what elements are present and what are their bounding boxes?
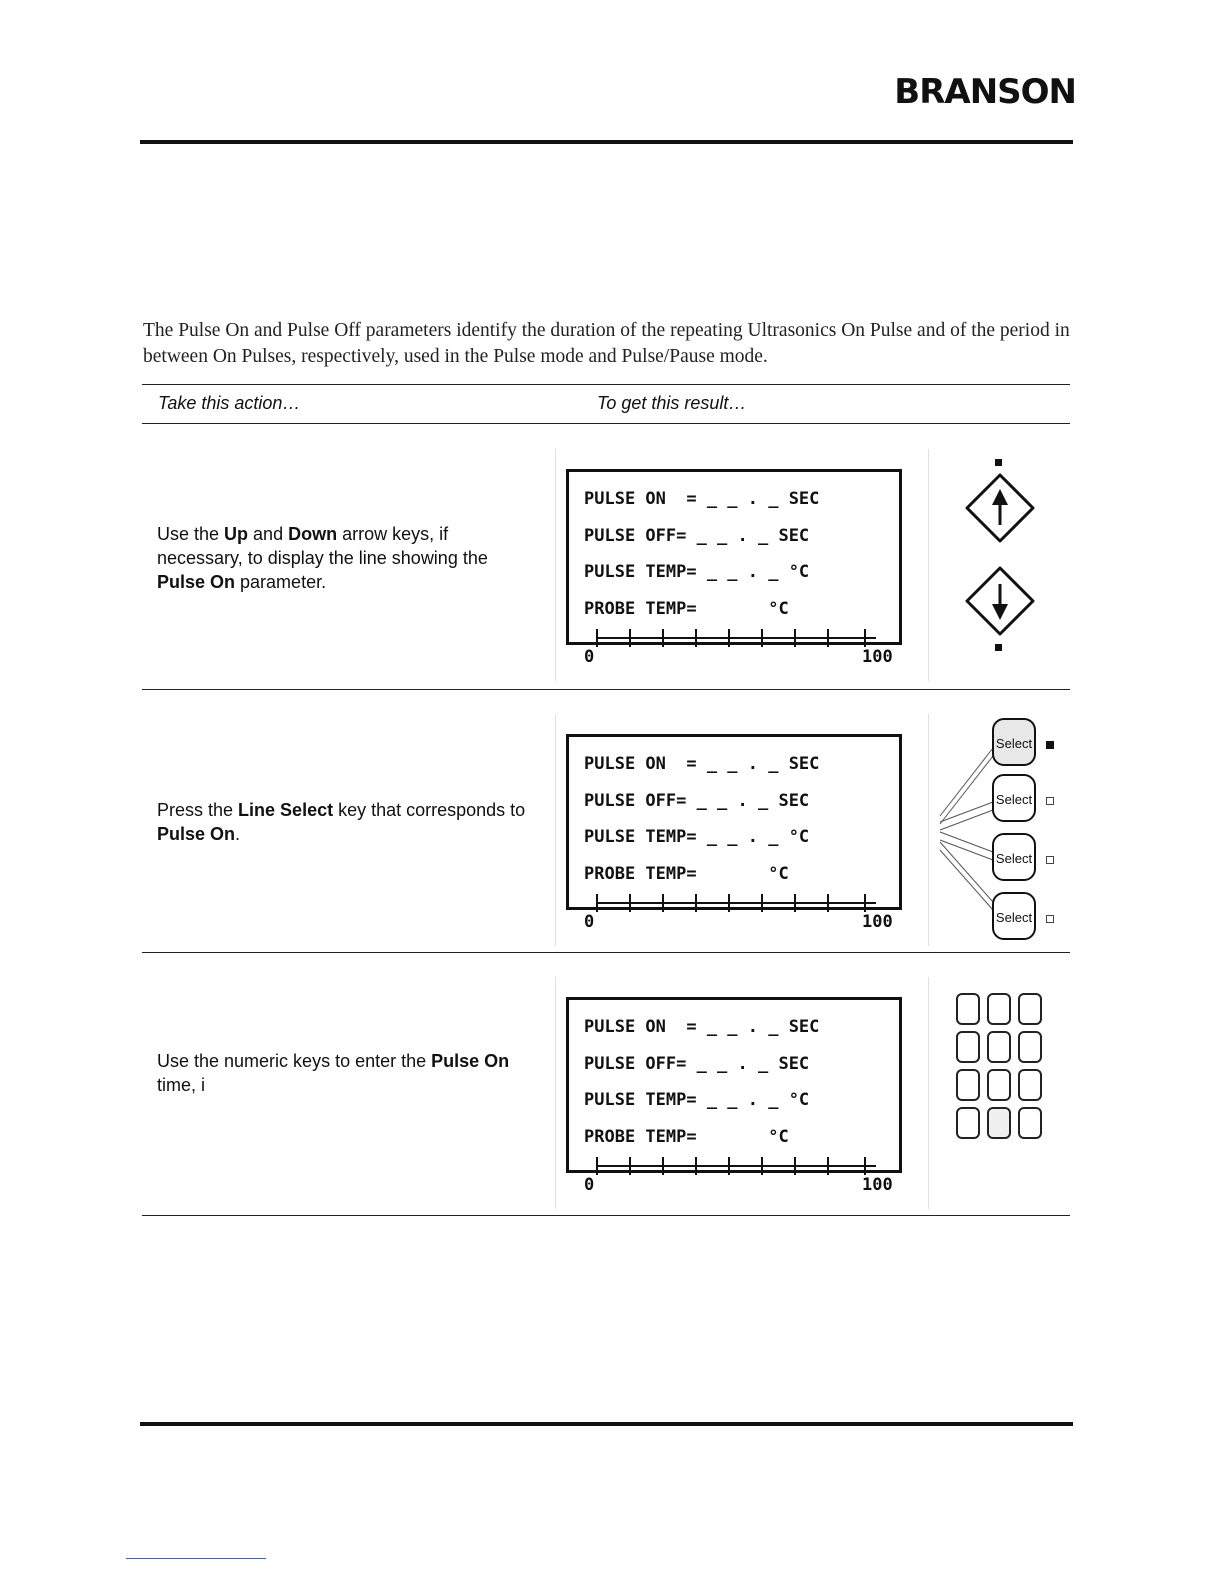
lcd-line-probe-temp: PROBE TEMP= °C [584, 864, 789, 884]
numeric-key[interactable] [1018, 993, 1042, 1025]
line-select-key-2[interactable]: Select [992, 774, 1036, 822]
line-select-key-3[interactable]: Select [992, 833, 1036, 881]
step-3-lcd-cell [555, 977, 929, 1209]
numeric-key[interactable] [1018, 1107, 1042, 1139]
lcd-scale [596, 894, 876, 914]
lcd-line-pulse-off: PULSE OFF= _ _ . _ SEC [584, 791, 810, 811]
step-1-lcd-cell [555, 449, 929, 681]
branson-logo: BRANSON [894, 72, 1076, 112]
lcd-display [566, 997, 902, 1173]
line-select-key-1[interactable]: Select [992, 718, 1036, 766]
numeric-key[interactable] [1018, 1069, 1042, 1101]
line-select-leader-lines [938, 734, 998, 934]
step-2-action: Press the Line Select key that corresponds to Pulse On. [157, 800, 526, 844]
down-arrow-key[interactable] [965, 566, 1035, 636]
lcd-line-pulse-on: PULSE ON = _ _ . _ SEC [584, 1017, 820, 1037]
numeric-key[interactable] [956, 993, 980, 1025]
lcd-line-probe-temp: PROBE TEMP= °C [584, 1127, 789, 1147]
lcd-line-pulse-on: PULSE ON = _ _ . _ SEC [584, 754, 820, 774]
row-2-rule [142, 952, 1070, 953]
lcd-line-pulse-temp: PULSE TEMP= _ _ . _ °C [584, 562, 810, 582]
lcd-line-pulse-temp: PULSE TEMP= _ _ . _ °C [584, 827, 810, 847]
step-1-action: Use the Up and Down arrow keys, if necessary, to display the line showing the Pulse On parameter. [157, 524, 488, 592]
footer-link-underline[interactable] [126, 1558, 266, 1559]
numeric-key[interactable] [987, 1069, 1011, 1101]
header-rule [140, 140, 1073, 144]
lcd-scale [596, 629, 876, 649]
lcd-display [566, 469, 902, 645]
footer-rule [140, 1422, 1073, 1426]
scale-max-label: 100 [862, 912, 893, 932]
intro-paragraph: The Pulse On and Pulse Off parameters identify the duration of the repeating Ultrasonics On Pulse and of the period in between On Pulses, respectively, used in the Pulse mode and Pulse/Pause mode. [143, 320, 1070, 367]
numeric-key[interactable] [956, 1069, 980, 1101]
row-1-rule [142, 689, 1070, 690]
column-header-action: Take this action… [158, 393, 301, 413]
line-select-led-4 [1046, 915, 1054, 923]
numeric-keypad [930, 977, 1070, 1209]
numeric-key[interactable] [956, 1107, 980, 1139]
line-select-led-1 [1046, 741, 1054, 749]
up-arrow-key[interactable] [965, 473, 1035, 543]
table-top-rule [142, 384, 1070, 385]
line-select-led-3 [1046, 856, 1054, 864]
line-select-led-2 [1046, 797, 1054, 805]
down-indicator-icon [995, 644, 1002, 651]
lcd-scale [596, 1157, 876, 1177]
step-3-action: Use the numeric keys to enter the Pulse On time, i [157, 1051, 510, 1095]
up-indicator-icon [995, 459, 1002, 466]
line-select-key-4[interactable]: Select [992, 892, 1036, 940]
numeric-key[interactable] [987, 1031, 1011, 1063]
step-2-key-cell [930, 714, 1070, 946]
lcd-line-pulse-on: PULSE ON = _ _ . _ SEC [584, 489, 820, 509]
scale-min-label: 0 [584, 1175, 595, 1195]
step-2-lcd-cell [555, 714, 929, 946]
table-header-rule [142, 423, 1070, 424]
scale-min-label: 0 [584, 647, 595, 667]
lcd-line-probe-temp: PROBE TEMP= °C [584, 599, 789, 619]
column-header-result: To get this result… [597, 393, 747, 413]
scale-max-label: 100 [862, 647, 893, 667]
lcd-display [566, 734, 902, 910]
scale-max-label: 100 [862, 1175, 893, 1195]
table-bottom-rule [142, 1215, 1070, 1216]
lcd-line-pulse-off: PULSE OFF= _ _ . _ SEC [584, 1054, 810, 1074]
numeric-key[interactable] [1018, 1031, 1042, 1063]
step-1-key-cell [930, 449, 1070, 681]
scale-min-label: 0 [584, 912, 595, 932]
numeric-key[interactable] [987, 1107, 1011, 1139]
lcd-line-pulse-off: PULSE OFF= _ _ . _ SEC [584, 526, 810, 546]
numeric-key[interactable] [987, 993, 1011, 1025]
lcd-line-pulse-temp: PULSE TEMP= _ _ . _ °C [584, 1090, 810, 1110]
numeric-key[interactable] [956, 1031, 980, 1063]
